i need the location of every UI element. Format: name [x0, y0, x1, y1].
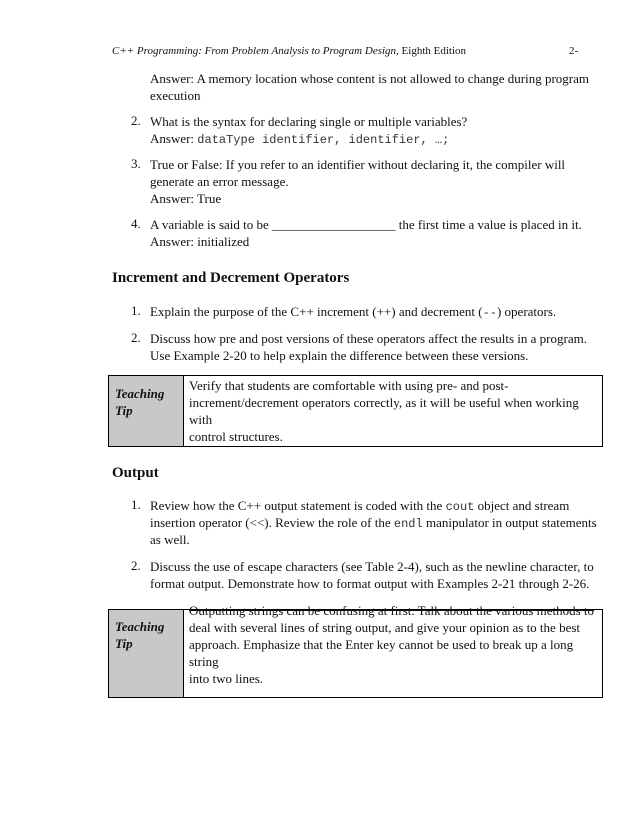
list-number: 2.	[131, 330, 141, 345]
tip-label-line: Tip	[115, 403, 133, 418]
list-number: 4.	[131, 216, 141, 231]
page-number: 2-	[569, 45, 579, 57]
list-item-text: Discuss how pre and post versions of these operators affect the results in a program.	[150, 331, 587, 346]
list-number: 2.	[131, 113, 141, 128]
list-item-text: format output. Demonstrate how to format output with Examples 2-21 through 2-26.	[150, 576, 590, 591]
question-text: A variable is said to be ___________________ the first time a value is placed in it.	[150, 217, 582, 232]
teaching-tip-label	[109, 376, 184, 446]
section-heading: Output	[112, 465, 159, 481]
book-title: C++ Programming: From Problem Analysis to Program Design,	[112, 45, 399, 57]
tip-line: Outputting strings can be confusing at first. Talk about the various methods to	[189, 603, 595, 618]
answer-line: Answer: True	[150, 191, 222, 206]
tip-label-line: Teaching	[115, 619, 165, 634]
answer-line	[150, 130, 449, 149]
text-span: Explain the purpose of the C++ increment (++) and decrement (	[150, 304, 483, 319]
text-span: manipulator in output statements	[422, 515, 597, 530]
answer-code: dataType identifier, identifier, …;	[197, 133, 450, 147]
teaching-tip-text	[189, 377, 602, 445]
tip-line: into two lines.	[189, 671, 264, 686]
running-header	[112, 45, 466, 57]
question-text: True or False: If you refer to an identifier without declaring it, the compiler will	[150, 157, 566, 172]
answer-label: Answer:	[150, 131, 198, 146]
text-span: ) operators.	[496, 304, 557, 319]
teaching-tip-text	[189, 602, 602, 687]
tip-label-line: Teaching	[115, 386, 165, 401]
tip-line: deal with several lines of string output, and give your opinion as to the best	[189, 620, 581, 635]
inline-code: --	[482, 306, 497, 320]
teaching-tip-label	[109, 610, 184, 697]
list-number: 2.	[131, 558, 141, 573]
teaching-tip-box	[108, 375, 603, 447]
tip-line: increment/decrement operators correctly, as it will be useful when working with	[189, 395, 579, 427]
text-span: Review how the C++ output statement is coded with the	[150, 498, 446, 513]
list-item-text: as well.	[150, 532, 190, 547]
answer-line: execution	[150, 88, 201, 103]
tip-line: approach. Emphasize that the Enter key cannot be used to break up a long string	[189, 637, 574, 669]
tip-line: Verify that students are comfortable with using pre- and post-	[189, 378, 509, 393]
text-span: insertion operator (<<). Review the role of the	[150, 515, 394, 530]
teaching-tip-box	[108, 603, 603, 698]
question-text: What is the syntax for declaring single or multiple variables?	[150, 114, 468, 129]
tip-line: control structures.	[189, 429, 283, 444]
section-heading: Increment and Decrement Operators	[112, 270, 350, 286]
question-text: generate an error message.	[150, 174, 289, 189]
list-number: 1.	[131, 303, 141, 318]
list-item-text: Use Example 2-20 to help explain the difference between these versions.	[150, 348, 529, 363]
edition: Eighth Edition	[398, 45, 467, 57]
list-number: 3.	[131, 156, 141, 171]
text-span: object and stream	[474, 498, 570, 513]
list-item-text	[150, 303, 556, 322]
answer-line: Answer: A memory location whose content is not allowed to change during program	[150, 71, 590, 86]
list-item-text	[150, 514, 597, 533]
list-item-text: Discuss the use of escape characters (see Table 2-4), such as the newline character, to	[150, 559, 594, 574]
tip-label-line: Tip	[115, 636, 133, 651]
inline-code: cout	[445, 500, 475, 514]
list-number: 1.	[131, 497, 141, 512]
inline-code: endl	[393, 517, 423, 531]
answer-line: Answer: initialized	[150, 234, 250, 249]
